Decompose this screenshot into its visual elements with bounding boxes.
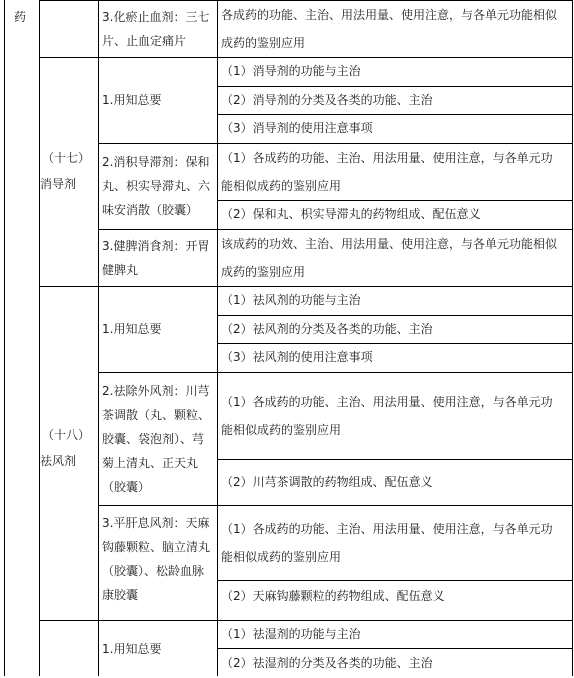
requirement-line: （2）祛湿剂的分类及各类的功能、主治	[221, 656, 433, 670]
column-border	[4, 0, 5, 676]
unit-title-line: （胶囊）、松龄血脉	[102, 563, 205, 578]
requirement-line: 能相似成药的鉴别应用	[221, 422, 342, 437]
requirement-line: （2）保和丸、枳实导滞丸的药物组成、配伍意义	[221, 207, 481, 221]
unit-title-line: 胶囊、袋泡剂）、芎	[102, 431, 205, 446]
requirement-line: （1）各成药的功能、主治、用法用量、使用注意，与各单元功	[221, 394, 553, 409]
unit-title-line: 3.平肝息风剂：天麻	[102, 515, 210, 530]
column-border	[39, 0, 40, 676]
requirement-line: （1）各成药的功能、主治、用法用量、使用注意，与各单元功	[221, 150, 553, 165]
unit-title-line: 2.消积导滞剂：保和	[102, 155, 210, 169]
column-label-yao: 药	[14, 10, 27, 24]
requirement-line: 能相似成药的鉴别应用	[221, 549, 342, 564]
section-name: 消导剂	[40, 176, 77, 191]
unit-title-line: （胶囊）	[102, 479, 151, 494]
unit-title-line: 茶调散（丸、颗粒、	[102, 407, 211, 422]
requirement-line: （2）祛风剂的分类及各类的功能、主治	[221, 322, 433, 336]
requirement-line: （3）祛风剂的使用注意事项	[221, 350, 373, 364]
requirement-line: 成药的鉴别应用	[221, 264, 306, 279]
requirement-line: 各成药的功能、主治、用法用量、使用注意，与各单元功能相似	[221, 7, 558, 22]
section-number: （十八）	[42, 428, 91, 442]
row-border	[98, 372, 573, 373]
unit-title-line: 菊上清丸、正天丸	[102, 455, 199, 470]
unit-title-line: 1.用知总要	[102, 642, 162, 656]
section-name: 祛风剂	[40, 454, 77, 468]
unit-title-line: 味安消散（胶囊）	[102, 203, 199, 217]
requirement-line: 成药的鉴别应用	[221, 35, 306, 50]
requirement-line: （1）各成药的功能、主治、用法用量、使用注意，与各单元功	[221, 521, 553, 536]
requirement-line: （2）消导剂的分类及各类的功能、主治	[221, 93, 433, 107]
requirement-line: （1）消导剂的功能与主治	[221, 64, 361, 78]
section-number: （十七）	[42, 150, 91, 165]
unit-title-line: 1.用知总要	[102, 322, 162, 336]
requirement-line: （3）消导剂的使用注意事项	[221, 121, 373, 135]
unit-title-line: 3.化瘀止血剂：三七	[102, 9, 210, 24]
requirement-line: 该成药的功效、主治、用法用量、使用注意，与各单元功能相似	[221, 236, 558, 251]
unit-title-line: 3.健脾消食剂：开胃	[102, 238, 210, 253]
unit-title-line: 2.祛除外风剂：川芎	[102, 383, 210, 398]
requirement-line: 能相似成药的鉴别应用	[221, 178, 342, 193]
requirement-line: （2）天麻钩藤颗粒的药物组成、配伍意义	[221, 589, 445, 603]
unit-title-line: 健脾丸	[102, 262, 139, 277]
requirement-line: （2）川芎茶调散的药物组成、配伍意义	[221, 475, 433, 489]
unit-title-line: 片、止血定痛片	[102, 33, 187, 48]
unit-title-line: 康胶囊	[102, 587, 139, 602]
requirement-line: （1）祛风剂的功能与主治	[221, 293, 361, 307]
row-border	[98, 505, 573, 506]
requirement-line: （1）祛湿剂的功能与主治	[221, 627, 361, 641]
column-border	[572, 0, 573, 676]
unit-title-line: 1.用知总要	[102, 93, 162, 107]
unit-title-line: 钩藤颗粒、脑立清丸	[102, 539, 211, 554]
unit-title-line: 丸、枳实导滞丸、六	[102, 179, 211, 193]
